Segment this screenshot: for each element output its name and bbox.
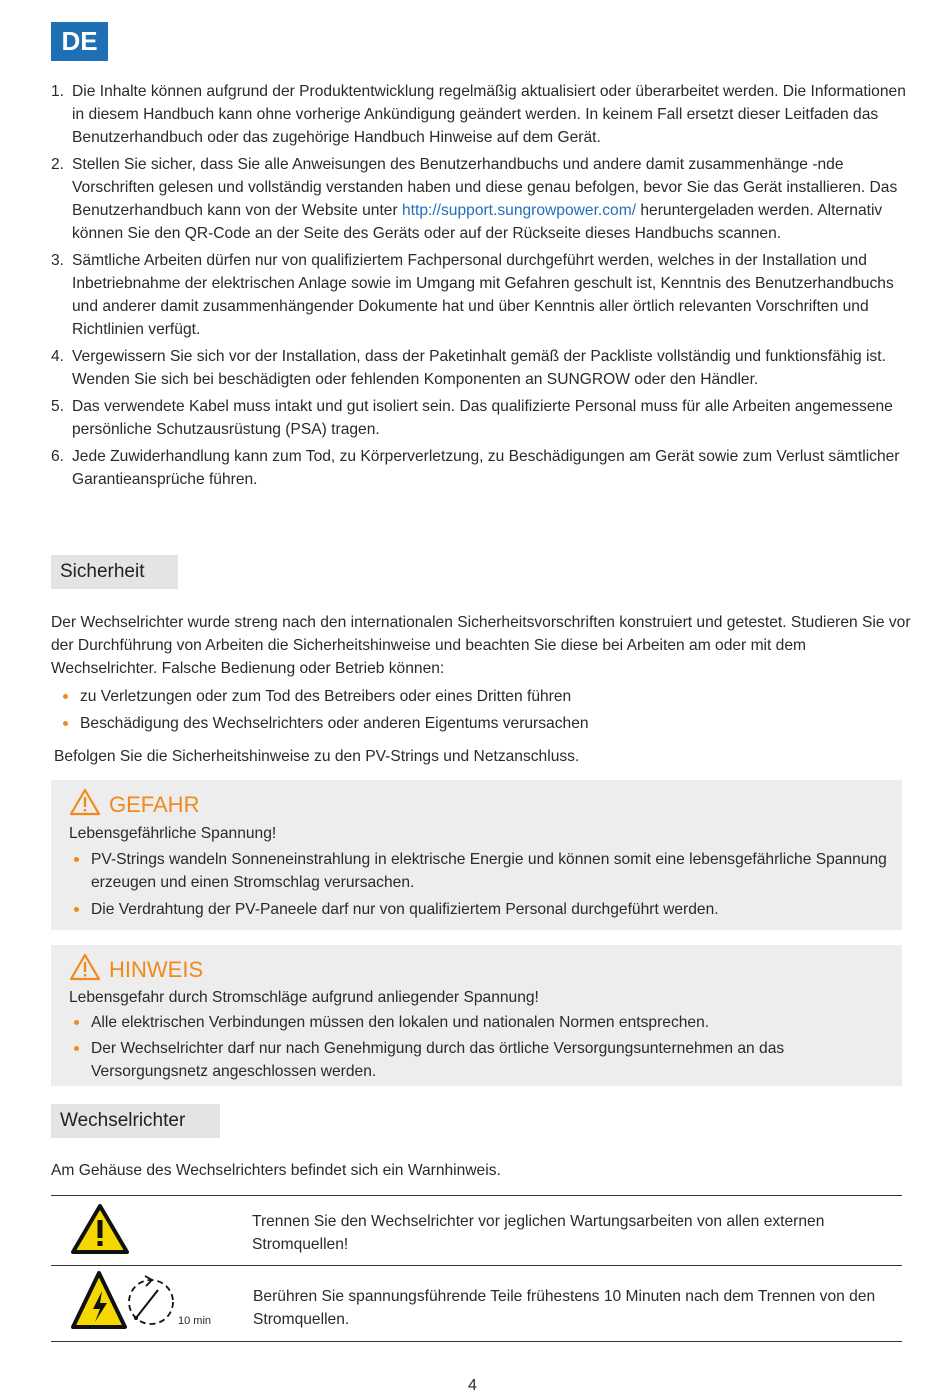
bullet-text: Die Verdrahtung der PV-Paneele darf nur von qualifiziertem Personal durchgeführt werden.	[91, 901, 719, 918]
list-number: 3.	[51, 252, 65, 269]
list-text: Vergewissern Sie sich vor der Installation, dass der Paketinhalt gemäß der Packliste vollständig und funktionsfähig ist. Wenden Sie sich bei beschädigten oder fehlenden Komponenten an SUNGROW oder den Händler.	[72, 348, 886, 388]
notice-bullets	[62, 1011, 902, 1083]
language-badge: DE	[51, 22, 108, 61]
bullet-dot	[74, 1046, 79, 1051]
list-text: Die Inhalte können aufgrund der Produktentwicklung regelmäßig aktualisiert oder überarbeitet werden. Die Informationen in diesem Handbuch kann ohne vorherige Ankündigung geändert werden. In keinem Fall ersetzt dieser Leitfaden das Benutzerhandbuch oder das zugehörige Handbuch Hinweise auf dem Gerät.	[72, 83, 906, 146]
list-number: 1.	[51, 83, 65, 100]
list-item	[51, 345, 911, 391]
page-number: 4	[468, 1377, 477, 1394]
warning-triangle-icon	[69, 953, 101, 987]
notice-subtitle: Lebensgefahr durch Stromschläge aufgrund anliegender Spannung!	[69, 989, 539, 1006]
danger-box	[51, 780, 902, 930]
high-voltage-sign-icon	[71, 1271, 127, 1336]
list-number: 5.	[51, 398, 65, 415]
bullet-dot	[74, 1020, 79, 1025]
list-text: heruntergeladen werden. Alternativ können Sie den QR-Code an der Seite des Geräts oder auf der Rückseite dieses Handbuchs scannen.	[72, 202, 883, 242]
list-item	[51, 445, 911, 491]
list-item	[51, 249, 911, 341]
bullet-dot	[63, 721, 68, 726]
list-text: Jede Zuwiderhandlung kann zum Tod, zu Körperverletzung, zu Beschädigungen am Gerät sowie zum Verlust sämtlicher Garantieansprüche führen.	[72, 448, 900, 488]
bullet-item	[62, 848, 902, 894]
warning-row-text: Berühren Sie spannungsführende Teile frühestens 10 Minuten nach dem Trennen von den Stromquellen.	[253, 1288, 876, 1328]
bullet-text: Beschädigung des Wechselrichters oder anderen Eigentums verursachen	[80, 715, 589, 732]
safety-bullets	[51, 685, 911, 735]
list-text: Das verwendete Kabel muss intakt und gut isoliert sein. Das qualifizierte Personal muss für alle Arbeiten angemessene persönliche Schutzausrüstung (PSA) tragen.	[72, 398, 893, 438]
list-number: 4.	[51, 348, 65, 365]
bullet-text: Alle elektrischen Verbindungen müssen den lokalen und nationalen Normen entsprechen.	[91, 1014, 710, 1031]
list-text: Stellen Sie sicher, dass Sie alle Anweisungen des Benutzerhandbuchs und andere damit zusammenhänge -nde Vorschriften gelesen und vollständig verstanden haben und diese genau befolgen, bevor Sie das Gerät installieren. Das Benutzerhandbuch kann von der Website unter	[72, 156, 898, 219]
bullet-text: PV-Strings wandeln Sonneneinstrahlung in elektrische Energie und können somit eine lebensgefährliche Spannung erzeugen und einen Stromschlag verursachen.	[91, 851, 887, 891]
timer-icon	[126, 1272, 178, 1335]
danger-bullets	[62, 848, 902, 921]
instructions-list	[51, 80, 911, 495]
section-heading-safety: Sicherheit	[51, 555, 178, 589]
table-rule-top	[51, 1195, 902, 1196]
inverter-intro: Am Gehäuse des Wechselrichters befindet sich ein Warnhinweis.	[51, 1162, 501, 1179]
bullet-item	[62, 1037, 902, 1083]
bullet-item	[51, 685, 911, 708]
notice-title: HINWEIS	[109, 957, 204, 982]
list-item	[51, 80, 911, 149]
warning-triangle-icon	[69, 788, 101, 822]
list-item	[51, 395, 911, 441]
support-link[interactable]: http://support.sungrowpower.com/	[402, 202, 637, 219]
general-warning-sign-icon	[71, 1204, 129, 1259]
bullet-dot	[63, 694, 68, 699]
bullet-item	[51, 712, 911, 735]
bullet-dot	[74, 857, 79, 862]
list-number: 2.	[51, 156, 65, 173]
list-number: 6.	[51, 448, 65, 465]
timer-label: 10 min	[178, 1315, 212, 1327]
bullet-item	[62, 898, 902, 921]
bullet-dot	[74, 907, 79, 912]
list-item	[51, 153, 911, 245]
danger-title-row	[69, 788, 199, 822]
list-text: Sämtliche Arbeiten dürfen nur von qualifiziertem Fachpersonal durchgeführt werden, welches in der Installation und Inbetriebnahme der elektrischen Anlage sowie im Umgang mit Gefahren geschult ist, Kenntnis des Benutzerhandbuchs und anderer damit zusammenhängender Dokumente hat und über Kenntnis aller örtlich relevanten Vorschriften und Richtlinien verfügt.	[72, 252, 894, 338]
bullet-item	[62, 1011, 902, 1034]
table-rule-bottom	[51, 1341, 902, 1342]
bullet-text: Der Wechselrichter darf nur nach Genehmigung durch das örtliche Versorgungsunternehmen an das Versorgungsnetz angeschlossen werden.	[91, 1040, 785, 1080]
notice-box	[51, 945, 902, 1086]
section-heading-inverter: Wechselrichter	[51, 1104, 220, 1138]
table-rule-middle	[51, 1265, 902, 1266]
warning-row-text: Trennen Sie den Wechselrichter vor jeglichen Wartungsarbeiten von allen externen Stromquellen!	[252, 1213, 825, 1253]
bullet-text: zu Verletzungen oder zum Tod des Betreibers oder eines Dritten führen	[80, 688, 572, 705]
danger-title: GEFAHR	[109, 792, 200, 817]
safety-follow: Befolgen Sie die Sicherheitshinweise zu den PV-Strings und Netzanschluss.	[54, 748, 580, 765]
danger-subtitle: Lebensgefährliche Spannung!	[69, 825, 277, 842]
safety-intro: Der Wechselrichter wurde streng nach den internationalen Sicherheitsvorschriften konstruiert und getestet. Studieren Sie vor der Durchführung von Arbeiten die Sicherheitshinweise und beachten Sie diese bei Arbeiten am oder mit dem Wechselrichter. Falsche Bedienung oder Betrieb können:	[51, 614, 911, 677]
notice-title-row	[69, 953, 203, 987]
